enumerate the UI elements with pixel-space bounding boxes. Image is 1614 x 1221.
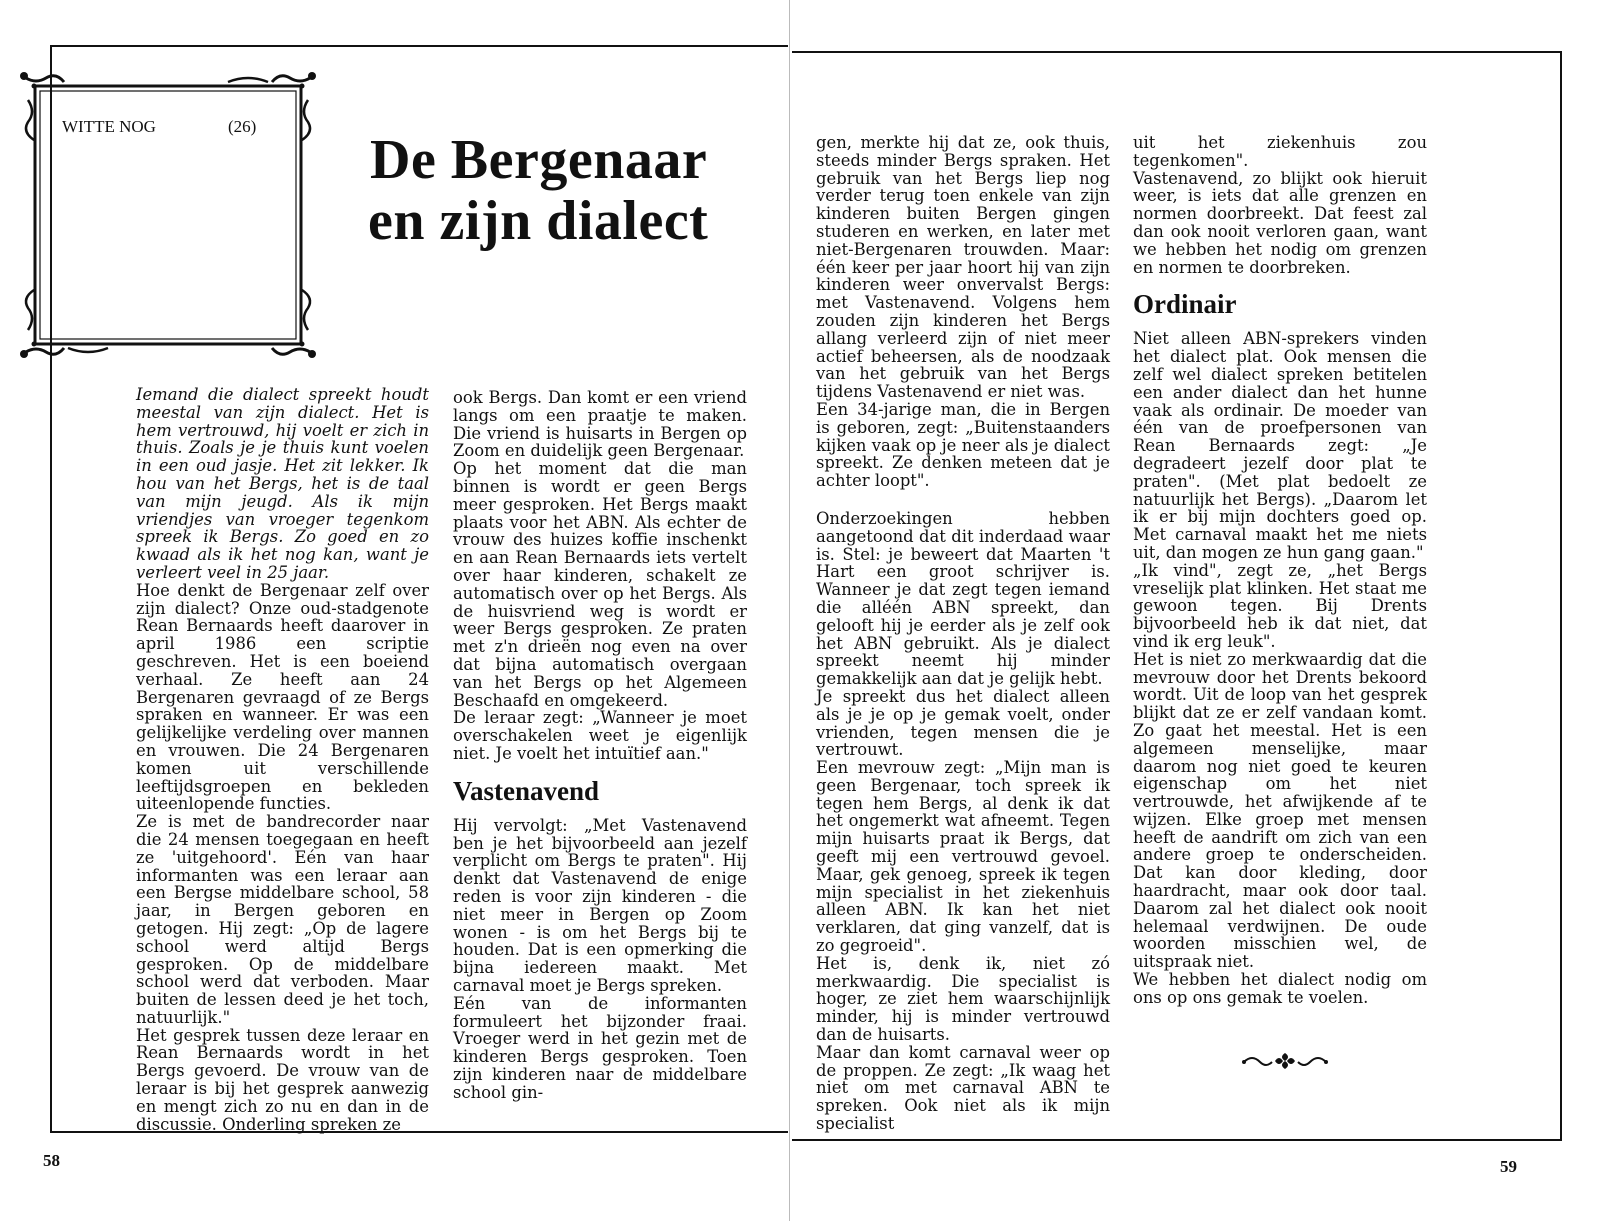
paragraph: Een 34-jarige man, die in Bergen is geboren, zegt: „Buitenstaanders kijken vaak op je neer als je dialect spreekt. Ze denken meteen dat je achter loopt". [816,399,1110,491]
paragraph: Hoe denkt de Bergenaar zelf over zijn dialect? Onze oud-stadgenote Rean Bernaards heeft daarover in april 1986 een scriptie geschreven. Het is een boeiend verhaal. Ze heeft aan 24 Bergenaren gevraagd of ze Bergs spraken en wanneer. Er was een gelijkelijke verdeling over mannen en vrouwen. Die 24 Bergenaren komen uit verschillende leeftijdsgroepen en bekleden uiteenlopende functies. [136,580,429,814]
page-gutter [789,0,790,1221]
paragraph: Maar dan komt carnaval weer op de proppen. Ze zegt: „Ik waag het niet om met carnaval ABN te spreken. Ook niet als ik mijn specialist [816,1042,1110,1134]
right-page-bottom-rule [792,1139,1562,1141]
paragraph: Niet alleen ABN-sprekers vinden het dialect plat. Ook mensen die zelf wel dialect spreken betitelen een ander dialect dan het hunne vaak als ordinair. De moeder van één van de proefpersonen van Rean Bernaards zegt: „Je degradeert jezelf door plat te praten". (Met plat bedoelt ze natuurlijk het Bergs). „Daarom let ik er bij mijn dochters goed op. Met carnaval maakt het me niets uit, dan mogen ze hun gang gaan." [1133,329,1427,562]
end-ornament [1240,1050,1330,1072]
column-3 [816,134,1110,1133]
left-page-top-rule [50,45,788,47]
paragraph: Eén van de informanten formuleert het bijzonder fraai. Vroeger werd in het gezin met de kinderen Bergs gesproken. Toen zijn kinderen naar de middelbare school gin- [453,993,747,1102]
series-number: (26) [228,117,257,136]
section-heading: Vastenavend [453,775,600,806]
paragraph: Hij vervolgt: „Met Vastenavend ben je het bijvoorbeeld aan jezelf verplicht om Bergs te praten". Hij denkt dat Vastenavend de enige reden is voor zijn kinderen - die niet meer in Bergen op Zoom wonen - is om het Bergs bij te houden. Dat is een opmerking die bijna iedereen maakt. Met carnaval moet je Bergs spreken. [453,815,747,995]
paragraph: gen, merkte hij dat ze, ook thuis, steeds minder Bergs spraken. Het gebruik van het Bergs liep nog verder terug toen enkele van zijn kinderen buiten Bergen gingen studeren en werken, en later met niet-Bergenaren trouwden. Maar: één keer per jaar hoort hij van zijn kinderen weer onvervalst Bergs: met Vastenavend. Volgens hem zouden zijn kinderen het Bergs allang verleerd zijn of niet meer actief beheersen, als de noodzaak van het gebruik van het Bergs tijdens Vastenavend er niet was. [816,133,1110,402]
article-title-line2: en zijn dialect [368,190,709,252]
column-4 [1133,134,1427,1007]
ornamental-frame [18,70,318,360]
article-title-line1: De Bergenaar [370,129,708,191]
paragraph: Het is, denk ik, niet zó merkwaardig. Die specialist is hoger, ze ziet hem waarschijnlijk minder, hij is minder vertrouwd dan de huisarts. [816,953,1110,1045]
column-2 [453,389,747,1101]
paragraph: Op het moment dat die man binnen is wordt er geen Bergs meer gesproken. Het Bergs maakt plaats voor het ABN. Als echter de vrouw des huizes koffie inschenkt en aan Rean Bernaards iets vertelt over haar kinderen, schakelt ze automatisch over op het Bergs. Als de huisvriend weg is wordt er weer Bergs gesproken. Ze praten met z'n drieën nog even na over dat bijna automatisch overgaan van het Bergs op het Algemeen Beschaafd en omgekeerd. [453,459,747,710]
paragraph: Je spreekt dus het dialect alleen als je je op je gemak voelt, onder vrienden, tegen mensen die je vertrouwt. [816,686,1110,760]
paragraph: Ze is met de bandrecorder naar die 24 mensen toegegaan en heeft ze 'uitgehoord'. Eén van haar informanten was een leraar aan een Bergse middelbare school, 58 jaar, in Bergen geboren en getogen. Hij zegt: „Op de lagere school werd altijd Bergs gesproken. Op de middelbare school werd dat verboden. Maar buiten de lessen deed je het toch, natuurlijk." [136,812,429,1027]
paragraph: uit het ziekenhuis zou tegenkomen". [1133,133,1427,170]
right-page-right-rule [1560,51,1562,1141]
column-1 [136,386,429,1133]
intro-paragraph: Iemand die dialect spreekt houdt meestal van zijn dialect. Het is hem vertrouwd, hij voelt er zich in thuis. Zoals je je thuis kunt voelen in een oud jasje. Het zit lekker. Ik hou van het Bergs, het is de taal van mijn jeugd. Als ik mijn vriendjes van vroeger tegenkom spreek ik Bergs. Zo goed en zo kwaad als ik het nog kan, want je verleert veel in 25 jaar. [136,385,429,582]
paragraph: Het is niet zo merkwaardig dat die mevrouw door het Drents bekoord wordt. Uit de loop van het gesprek blijkt dat ze er zelf vandaan komt. Zo gaat het meestal. Het is een algemeen menselijke, maar daarom nog niet goed te keuren eigenschap om het niet vertrouwde, het afwijkende af te wijzen. Elke groep met mensen heeft de aandrift om zich van een andere groep te onderscheiden. Dat kan door kleding, door haardracht, maar ook door taal. Daarom zal het dialect ook nooit helemaal verdwijnen. De oude woorden misschien wel, de uitspraak niet. [1133,649,1427,972]
paragraph: De leraar zegt: „Wanneer je moet overschakelen weet je eigenlijk niet. Je voelt het intuïtief aan." [453,708,747,763]
paragraph: Een mevrouw zegt: „Mijn man is geen Bergenaar, toch spreek ik tegen hem Bergs, al denk ik dat het ongemerkt wat afneemt. Tegen mijn huisarts praat ik Bergs, dat geeft mij een vertrouwd gevoel. Maar, gek genoeg, spreek ik tegen mijn specialist in het ziekenhuis alleen ABN. Ik kan het niet verklaren, dat ging vanzelf, dat is zo gegroeid". [816,758,1110,956]
page-number-right: 59 [1500,1157,1517,1176]
paragraph: We hebben het dialect nodig om ons op ons gemak te voelen. [1133,970,1427,1007]
series-label: WITTE NOG [62,117,156,136]
paragraph: Het gesprek tussen deze leraar en Rean Bernaards wordt in het Bergs gevoerd. De vrouw van de leraar is bij het gesprek aanwezig en mengt zich zo nu en dan in de discussie. Onderling spreken ze [136,1025,429,1134]
paragraph: ook Bergs. Dan komt er een vriend langs om een praatje te maken. Die vriend is huisarts in Bergen op Zoom en duidelijk geen Bergenaar. [453,388,747,461]
paragraph: „Ik vind", zegt ze, „het Bergs vreselijk plat klinken. Het staat me gewoon tegen. Bij Drents bijvoorbeeld heb ik dat niet, dat vind ik erg leuk". [1133,560,1427,651]
paragraph: Vastenavend, zo blijkt ook hieruit weer, is iets dat alle grenzen en normen doorbreekt. Dat feest zal dan ook nooit verloren gaan, want we hebben het nodig om grenzen en normen te doorbreken. [1133,168,1427,277]
paragraph-gap [816,490,1110,510]
section-heading: Ordinair [1133,289,1237,320]
paragraph: Onderzoekingen hebben aangetoond dat dit inderdaad waar is. Stel: je beweert dat Maarten 't Hart een groot schrijver is. Wanneer je dat zegt tegen iemand die alléén ABN spreekt, dan gelooft hij je eerder als je zelf ook het ABN gebruikt. Als je dialect spreekt neemt hij minder gemakkelijk aan dat je gelijk hebt. [816,508,1110,689]
page-number-left: 58 [43,1151,60,1170]
right-page-top-rule [792,51,1562,53]
